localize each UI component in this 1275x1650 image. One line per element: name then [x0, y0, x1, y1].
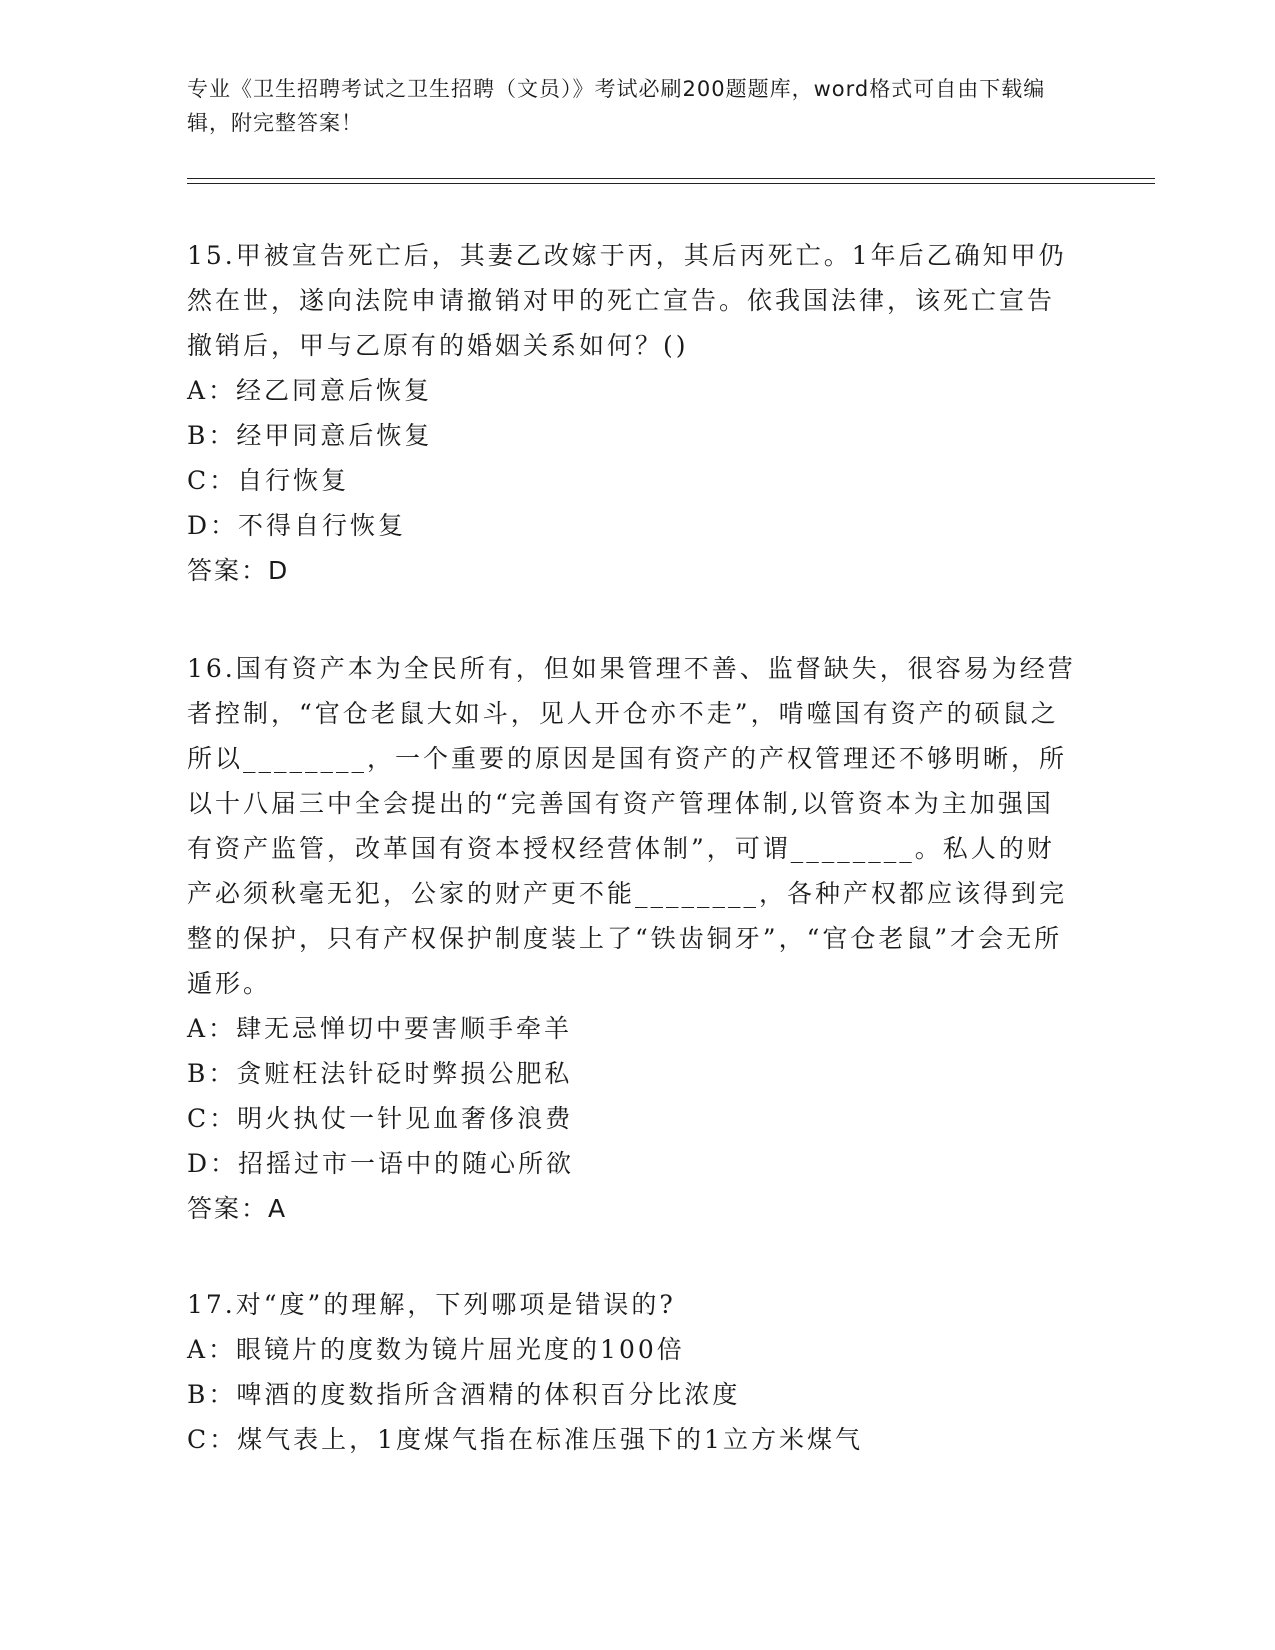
option-c: C：煤气表上，1度煤气指在标准压强下的1立方米煤气 [187, 1425, 863, 1454]
option-a: A：肆无忌惮切中要害顺手牵羊 [187, 1014, 573, 1043]
option-d: D：不得自行恢复 [187, 511, 407, 540]
document-header: 专业《卫生招聘考试之卫生招聘（文员）》考试必刷200题题库，word格式可自由下载编辑，附完整答案！ [187, 77, 1046, 135]
header-divider-top [187, 178, 1155, 179]
answer: 答案：A [187, 1194, 288, 1223]
question-15 [187, 233, 1077, 593]
question-17 [187, 1282, 1077, 1462]
question-stem: 16.国有资产本为全民所有，但如果管理不善、监督缺失，很容易为经营者控制，“官仓老鼠大如斗，见人开仓亦不走”，啃噬国有资产的硕鼠之所以________，一个重要的原因是国有资产的产权管理还不够明晰，所以十八届三中全会提出的“完善国有资产管理体制,以管资本为主加强国有资产监管，改革国有资本授权经营体制”，可谓________。私人的财产必须秋毫无犯，公家的财产更不能________，各种产权都应该得到完整的保护，只有产权保护制度装上了“铁齿铜牙”，“官仓老鼠”才会无所遁形。 [187, 654, 1076, 998]
option-b: B：经甲同意后恢复 [187, 421, 433, 450]
option-b: B：啤酒的度数指所含酒精的体积百分比浓度 [187, 1380, 741, 1409]
question-16 [187, 646, 1077, 1231]
option-d: D：招摇过市一语中的随心所欲 [187, 1149, 575, 1178]
header-divider-bottom [187, 183, 1155, 184]
option-b: B：贪赃枉法针砭时弊损公肥私 [187, 1059, 573, 1088]
answer: 答案：D [187, 556, 290, 585]
option-a: A：经乙同意后恢复 [187, 376, 433, 405]
option-c: C：明火执仗一针见血奢侈浪费 [187, 1104, 574, 1133]
question-stem: 17.对“度”的理解，下列哪项是错误的? [187, 1290, 676, 1319]
option-a: A：眼镜片的度数为镜片屈光度的100倍 [187, 1335, 685, 1364]
option-c: C：自行恢复 [187, 466, 350, 495]
question-stem: 15.甲被宣告死亡后，其妻乙改嫁于丙，其后丙死亡。1年后乙确知甲仍然在世，遂向法院申请撤销对甲的死亡宣告。依我国法律，该死亡宣告撤销后，甲与乙原有的婚姻关系如何？() [187, 241, 1067, 360]
